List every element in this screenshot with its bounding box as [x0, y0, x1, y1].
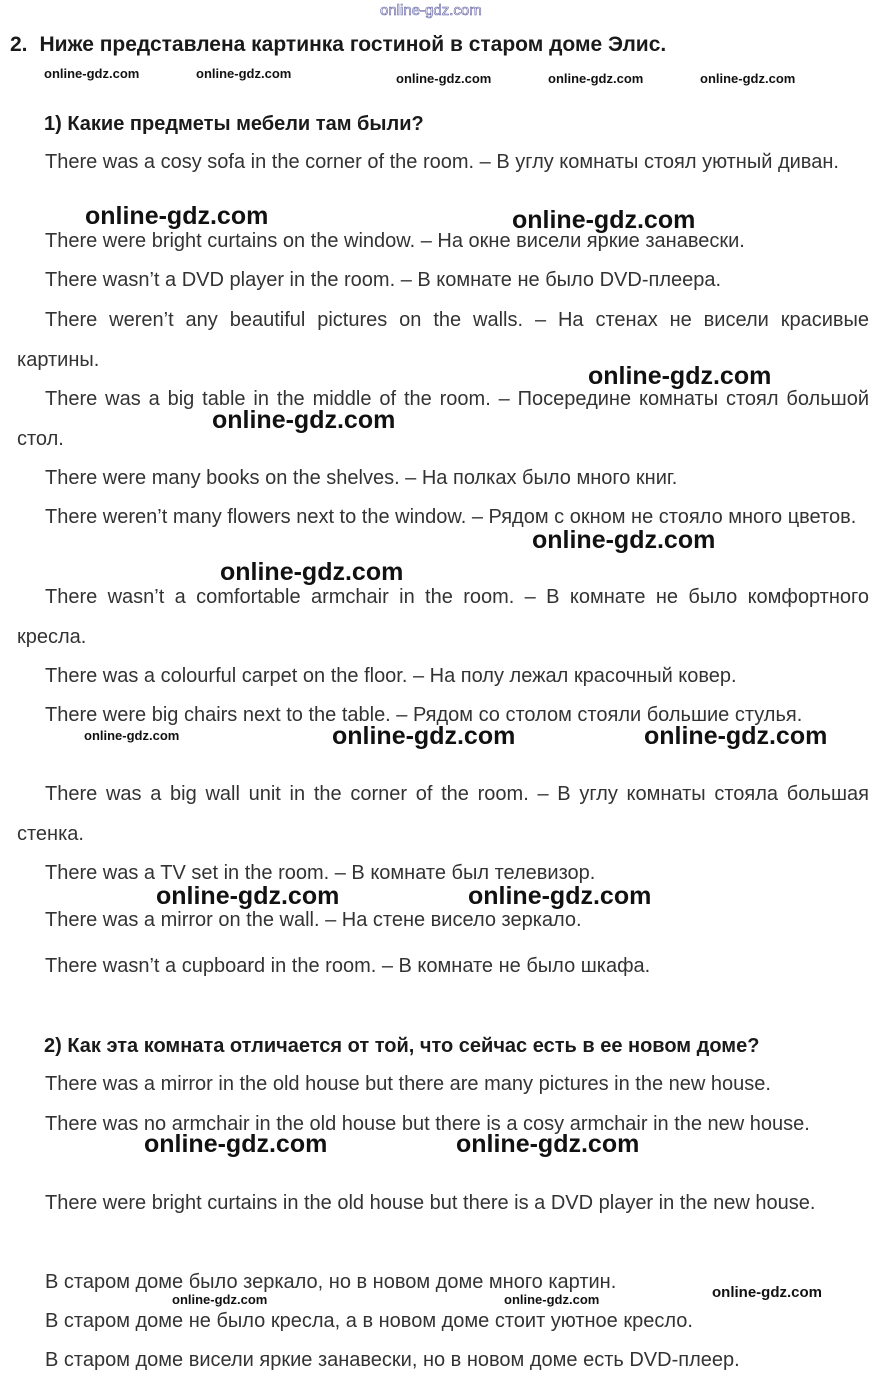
part1-item: There were big chairs next to the table. – Рядом со столом стояли большие стулья. [45, 704, 803, 726]
watermark: online-gdz.com [172, 1292, 268, 1307]
part1-item: There weren’t many flowers next to the window. – Рядом с окном не стояло много цветов. [45, 506, 857, 528]
watermark: online-gdz.com [456, 1130, 640, 1158]
watermark: online-gdz.com [644, 722, 828, 750]
watermark: online-gdz.com [144, 1130, 328, 1158]
part2-item: There was no armchair in the old house but there is a cosy armchair in the new house. [45, 1113, 810, 1135]
site-watermark-top: online-gdz.com [380, 2, 482, 19]
part1-item: There was a big wall unit in the corner of the room. – В углу комнаты стояла большая стенка. [17, 783, 869, 845]
watermark: online-gdz.com [85, 202, 269, 230]
part1-item: There weren’t any beautiful pictures on the walls. – На стенах не висели красивые картины. [17, 309, 869, 371]
part1-item: There were bright curtains on the window. – На окне висели яркие занавески. [45, 230, 745, 252]
part1-heading: 1) Какие предметы мебели там были? [44, 113, 424, 135]
watermark: online-gdz.com [212, 406, 396, 434]
watermark: online-gdz.com [468, 882, 652, 910]
part1-item: There was a TV set in the room. – В комнате был телевизор. [45, 862, 596, 884]
watermark: online-gdz.com [396, 71, 492, 86]
watermark: online-gdz.com [700, 71, 796, 86]
part1-item: There was a mirror on the wall. – На стене висело зеркало. [45, 909, 582, 931]
part1-item: There wasn’t a DVD player in the room. – В комнате не было DVD-плеера. [45, 269, 722, 291]
watermark: online-gdz.com [712, 1284, 822, 1301]
part1-item: There were many books on the shelves. – На полках было много книг. [45, 467, 678, 489]
part2-item: There were bright curtains in the old house but there is a DVD player in the new house. [45, 1192, 816, 1214]
watermark: online-gdz.com [156, 882, 340, 910]
part1-item: There wasn’t a comfortable armchair in the room. – В комнате не было комфортного кресла. [17, 586, 869, 648]
watermark: online-gdz.com [532, 526, 716, 554]
part2-item: В старом доме не было кресла, а в новом доме стоит уютное кресло. [45, 1310, 693, 1332]
watermark: online-gdz.com [44, 66, 140, 81]
watermark: online-gdz.com [548, 71, 644, 86]
part2-item: There was a mirror in the old house but there are many pictures in the new house. [45, 1073, 771, 1095]
part2-heading: 2) Как эта комната отличается от той, что сейчас есть в ее новом доме? [44, 1035, 760, 1057]
task-number: 2. [10, 33, 28, 56]
part1-item: There was a colourful carpet on the floor. – На полу лежал красочный ковер. [45, 665, 737, 687]
part2-item: В старом доме висели яркие занавески, но в новом доме есть DVD-плеер. [45, 1349, 740, 1371]
watermark: online-gdz.com [196, 66, 292, 81]
watermark: online-gdz.com [84, 728, 180, 743]
watermark: online-gdz.com [332, 722, 516, 750]
part2-item: В старом доме было зеркало, но в новом доме много картин. [45, 1271, 617, 1293]
part1-item: There was a big table in the middle of the room. – Посередине комнаты стоял большой стол. [17, 388, 869, 450]
part1-item: There was a cosy sofa in the corner of the room. – В углу комнаты стоял уютный диван. [45, 151, 839, 173]
watermark: online-gdz.com [512, 206, 696, 234]
part1-item: There wasn’t a cupboard in the room. – В комнате не было шкафа. [45, 955, 651, 977]
task-title [10, 33, 666, 57]
task-title-text: Ниже представлена картинка гостиной в старом доме Элис. [39, 33, 667, 56]
watermark: online-gdz.com [588, 362, 772, 390]
watermark: online-gdz.com [504, 1292, 600, 1307]
watermark: online-gdz.com [220, 558, 404, 586]
